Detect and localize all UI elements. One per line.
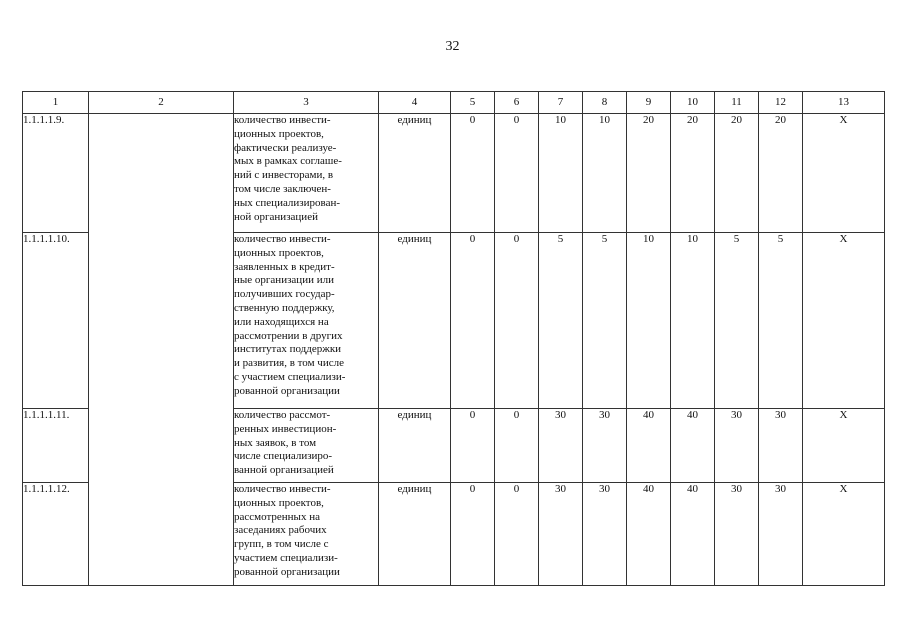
value-cell: 0 xyxy=(451,483,495,586)
table-row xyxy=(23,114,885,233)
value-cell: 20 xyxy=(671,114,715,233)
value-cell: 30 xyxy=(715,483,759,586)
value-cell: 30 xyxy=(539,483,583,586)
header-cell: 8 xyxy=(583,92,627,114)
empty-cell xyxy=(89,114,234,233)
description-line: ной организацией xyxy=(234,210,318,223)
table-row xyxy=(23,409,885,483)
description-line: рассмотрении в других xyxy=(234,329,343,342)
value-cell: 20 xyxy=(759,114,803,233)
header-cell: 1 xyxy=(23,92,89,114)
value-cell: 40 xyxy=(627,483,671,586)
header-cell: 9 xyxy=(627,92,671,114)
description-line: рассмотренных на xyxy=(234,510,320,523)
value-cell: 30 xyxy=(715,409,759,483)
header-cell: 12 xyxy=(759,92,803,114)
row-number: 1.1.1.1.9. xyxy=(23,114,89,233)
value-cell: 5 xyxy=(759,233,803,409)
empty-cell xyxy=(89,409,234,483)
value-cell: 5 xyxy=(539,233,583,409)
indicator-description xyxy=(234,233,379,409)
description-line: ний с инвесторами, в xyxy=(234,169,334,182)
column-13-cell: Х xyxy=(803,409,885,483)
header-cell: 10 xyxy=(671,92,715,114)
value-cell: 5 xyxy=(715,233,759,409)
value-cell: 20 xyxy=(715,114,759,233)
value-cell: 0 xyxy=(495,483,539,586)
header-cell: 5 xyxy=(451,92,495,114)
value-cell: 30 xyxy=(759,409,803,483)
description-line: получивших государ- xyxy=(234,288,335,301)
indicator-description xyxy=(234,483,379,586)
description-line: числе специализиро- xyxy=(234,450,333,463)
value-cell: 5 xyxy=(583,233,627,409)
indicator-description xyxy=(234,409,379,483)
description-line: ные организации или xyxy=(234,274,334,287)
description-line: рованной организации xyxy=(234,565,340,578)
description-line: количество инвести- xyxy=(234,114,331,126)
description-line: участием специализи- xyxy=(234,551,338,564)
description-line: ных специализирован- xyxy=(234,196,341,209)
indicators-table xyxy=(22,91,885,586)
unit-cell: единиц xyxy=(379,114,451,233)
description-line: ционных проектов, xyxy=(234,246,324,259)
row-number: 1.1.1.1.10. xyxy=(23,233,89,409)
description-line: ных заявок, в том xyxy=(234,436,317,449)
description-line: ственную поддержку, xyxy=(234,301,335,314)
header-cell: 13 xyxy=(803,92,885,114)
value-cell: 30 xyxy=(539,409,583,483)
value-cell: 30 xyxy=(583,409,627,483)
header-cell: 2 xyxy=(89,92,234,114)
table-row xyxy=(23,233,885,409)
description-line: количество инвести- xyxy=(234,483,331,495)
description-line: заседаниях рабочих xyxy=(234,524,327,537)
description-line: с участием специализи- xyxy=(234,370,346,383)
indicator-description xyxy=(234,114,379,233)
header-cell: 7 xyxy=(539,92,583,114)
column-13-cell: Х xyxy=(803,114,885,233)
row-number: 1.1.1.1.12. xyxy=(23,483,89,586)
description-line: ционных проектов, xyxy=(234,127,324,140)
value-cell: 0 xyxy=(451,233,495,409)
description-line: заявленных в кредит- xyxy=(234,260,335,273)
value-cell: 10 xyxy=(627,233,671,409)
value-cell: 40 xyxy=(671,483,715,586)
description-line: институтах поддержки xyxy=(234,343,342,356)
empty-cell xyxy=(89,483,234,586)
column-13-cell: Х xyxy=(803,483,885,586)
row-number: 1.1.1.1.11. xyxy=(23,409,89,483)
description-line: мых в рамках соглаше- xyxy=(234,155,342,168)
description-line: фактически реализуе- xyxy=(234,141,337,154)
header-cell: 11 xyxy=(715,92,759,114)
header-cell: 4 xyxy=(379,92,451,114)
table-row xyxy=(23,483,885,586)
value-cell: 10 xyxy=(671,233,715,409)
value-cell: 0 xyxy=(495,409,539,483)
page-number: 32 xyxy=(445,39,460,54)
description-line: количество рассмот- xyxy=(234,409,331,421)
header-row xyxy=(23,92,885,114)
unit-cell: единиц xyxy=(379,483,451,586)
value-cell: 10 xyxy=(583,114,627,233)
header-cell: 6 xyxy=(495,92,539,114)
description-line: или находящихся на xyxy=(234,315,329,328)
value-cell: 40 xyxy=(627,409,671,483)
value-cell: 0 xyxy=(495,233,539,409)
description-line: групп, в том числе с xyxy=(234,538,329,551)
unit-cell: единиц xyxy=(379,233,451,409)
description-line: количество инвести- xyxy=(234,233,331,245)
value-cell: 0 xyxy=(451,409,495,483)
description-line: том числе заключен- xyxy=(234,182,331,195)
value-cell: 30 xyxy=(583,483,627,586)
description-line: ционных проектов, xyxy=(234,496,324,509)
description-line: ванной организацией xyxy=(234,464,334,477)
header-cell: 3 xyxy=(234,92,379,114)
value-cell: 10 xyxy=(539,114,583,233)
description-line: и развития, в том числе xyxy=(234,357,344,370)
description-line: ренных инвестицион- xyxy=(234,422,337,435)
value-cell: 40 xyxy=(671,409,715,483)
value-cell: 0 xyxy=(495,114,539,233)
description-line: рованной организации xyxy=(234,384,340,397)
value-cell: 20 xyxy=(627,114,671,233)
unit-cell: единиц xyxy=(379,409,451,483)
value-cell: 0 xyxy=(451,114,495,233)
column-13-cell: Х xyxy=(803,233,885,409)
empty-cell xyxy=(89,233,234,409)
value-cell: 30 xyxy=(759,483,803,586)
